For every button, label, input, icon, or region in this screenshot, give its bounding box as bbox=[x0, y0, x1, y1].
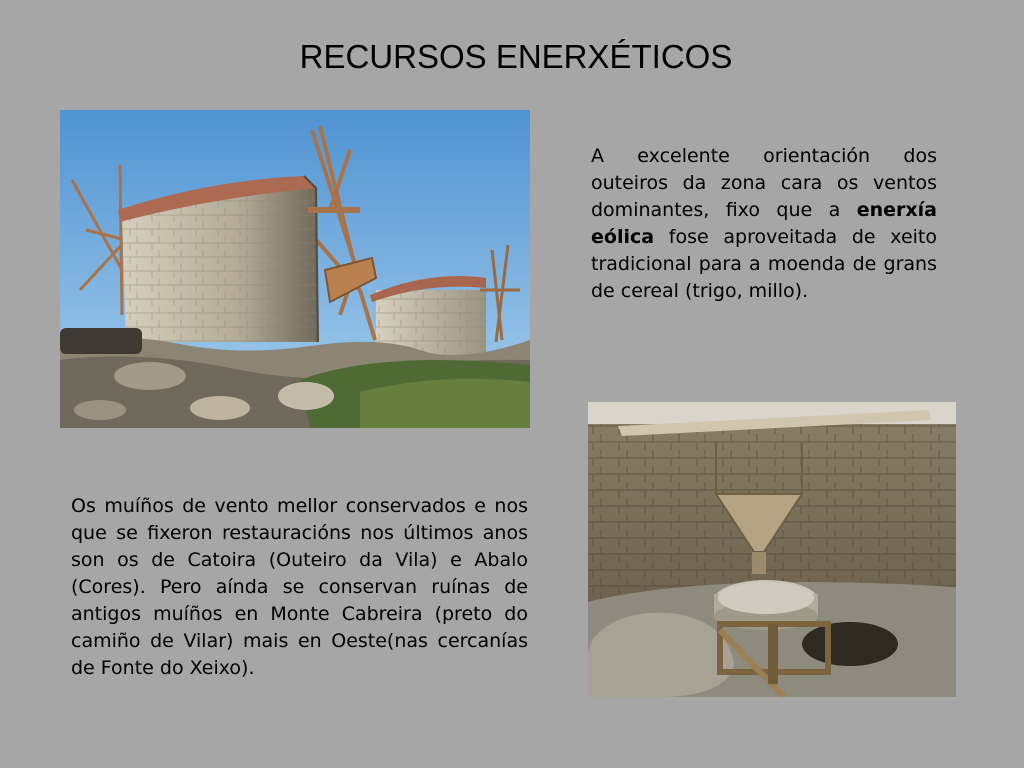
paragraph-wind-energy bbox=[591, 143, 937, 305]
slide-title: RECURSOS ENERXÉTICOS bbox=[299, 38, 733, 75]
paragraph-windmills: Os muíños de vento mellor conservados e nos que se fixeron restauracións nos últimos anos son os de Catoira (Outeiro da Vila) e Abalo (Cores). Pero aínda se conservan ruínas de antigos muíños en Monte Cabreira (preto do camiño de Vilar) mais en Oeste(nas cercanías de Fonte do Xeixo). bbox=[71, 495, 528, 679]
paragraph-right-text-1: A excelente orientación dos outeiros da zona cara os ventos dominantes, fixo que a bbox=[591, 145, 937, 221]
wind-energy-term: enerxía eólica bbox=[591, 199, 937, 248]
mill-interior-photo bbox=[588, 402, 956, 697]
paragraph-right-text-2: fose aproveitada de xeito tradicional para a moenda de grans de cereal (trigo, millo). bbox=[591, 226, 937, 302]
windmills-photo bbox=[60, 110, 530, 428]
